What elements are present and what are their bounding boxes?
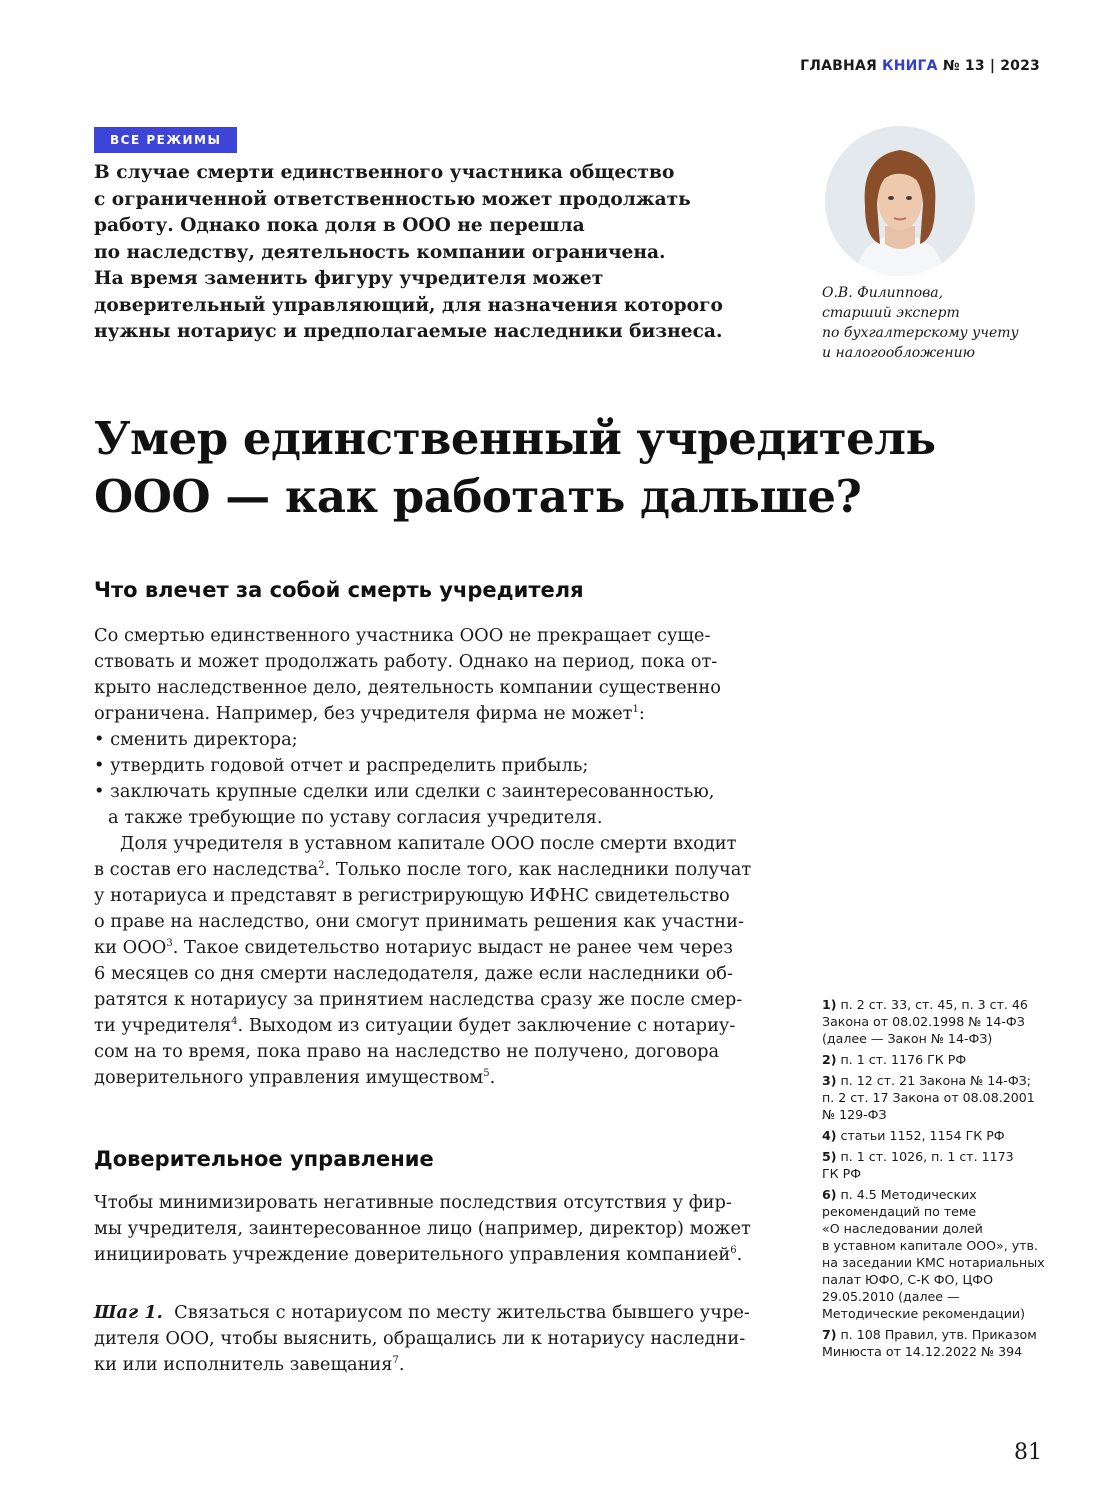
footnote-line: п. 2 ст. 17 Закона от 08.08.2001 <box>822 1090 1035 1105</box>
footnote-text: п. 1 ст. 1176 ГК РФ <box>836 1052 967 1067</box>
text-fragment: ки ООО <box>94 937 167 958</box>
magazine-masthead <box>800 58 1040 74</box>
footnote-ref-5: 5 <box>483 1068 490 1080</box>
footnote-line: ГК РФ <box>822 1166 862 1181</box>
footnote-line <box>822 1326 1062 1343</box>
title-line: Умер единственный учредитель <box>94 412 936 465</box>
lead-line: доверительный управляющий, для назначения которого <box>94 294 723 316</box>
footnote-line <box>822 1072 1062 1089</box>
author-portrait-illustration <box>825 126 975 276</box>
text-fragment: . Только после того, как наследники получат <box>324 859 752 880</box>
footnote-ref-1: 1 <box>632 704 639 716</box>
footnote-number: 5) <box>822 1149 837 1164</box>
footnote-number: 1) <box>822 997 837 1012</box>
footnotes <box>822 996 1062 1364</box>
footnote-ref-4: 4 <box>231 1016 238 1028</box>
author-caption <box>822 283 1052 363</box>
footnote-line: «О наследовании долей <box>822 1221 983 1236</box>
footnote-line: (далее — Закон № 14-ФЗ) <box>822 1031 993 1046</box>
footnote-line <box>822 1051 1062 1068</box>
masthead-issue: № 13 | 2023 <box>937 58 1040 74</box>
text-fragment: . Такое свидетельство нотариус выдаст не ранее чем через <box>172 937 733 958</box>
footnote-number: 2) <box>822 1052 837 1067</box>
text-fragment: доверительного управления имуществом <box>94 1067 484 1088</box>
footnote-6 <box>822 1186 1062 1322</box>
text-line: Доля учредителя в уставном капитале ООО после смерти входит <box>120 833 737 854</box>
footnote-line: Минюста от 14.12.2022 № 394 <box>822 1344 1023 1359</box>
bullet-item-continuation: а также требующие по уставу согласия учредителя. <box>108 807 603 828</box>
text-line: ратятся к нотариусу за принятием наследства сразу же после смер- <box>94 989 743 1010</box>
footnote-line <box>822 996 1062 1013</box>
text-fragment: . <box>398 1354 405 1375</box>
footnote-text: статьи 1152, 1154 ГК РФ <box>836 1128 1005 1143</box>
text-line: о праве на наследство, они смогут принимать решения как участни- <box>94 911 745 932</box>
title-line: ООО — как работать дальше? <box>94 470 862 523</box>
text-fragment: ки или исполнитель завещания <box>94 1354 393 1375</box>
text-line: ствовать и может продолжать работу. Однако на период, пока от- <box>94 651 718 672</box>
footnote-number: 6) <box>822 1187 837 1202</box>
text-fragment: ограничена. Например, без учредителя фирма не может <box>94 703 633 724</box>
text-line <box>94 1065 784 1091</box>
step-label: Шаг 1. <box>94 1302 163 1323</box>
footnote-line: в уставном капитале ООО», утв. <box>822 1238 1038 1253</box>
bullet-item: • сменить директора; <box>94 729 298 750</box>
text-fragment: . <box>489 1067 496 1088</box>
lead-line: с ограниченной ответственностью может продолжать <box>94 188 691 210</box>
section-heading-trust-management: Доверительное управление <box>94 1147 434 1171</box>
footnote-4 <box>822 1127 1062 1144</box>
footnote-line: 29.05.2010 (далее — <box>822 1289 960 1304</box>
text-line: Чтобы минимизировать негативные последствия отсутствия у фир- <box>94 1192 732 1213</box>
page-number: 81 <box>1014 1440 1042 1465</box>
footnote-ref-2: 2 <box>318 860 325 872</box>
text-line <box>94 1352 784 1378</box>
text-line: 6 месяцев со дня смерти наследодателя, даже если наследники об- <box>94 963 734 984</box>
footnote-text: п. 4.5 Методических <box>836 1187 977 1202</box>
author-role-line: старший эксперт <box>822 305 960 321</box>
footnote-line: Закона от 08.02.1998 № 14-ФЗ <box>822 1014 1025 1029</box>
text-line: крыто наследственное дело, деятельность компании существенно <box>94 677 721 698</box>
section2-body <box>94 1190 784 1268</box>
author-role-line: и налогообложению <box>822 345 975 361</box>
footnote-text: п. 108 Правил, утв. Приказом <box>836 1327 1037 1342</box>
tax-mode-badge: ВСЕ РЕЖИМЫ <box>94 127 237 153</box>
text-line: Со смертью единственного участника ООО не прекращает суще- <box>94 625 711 646</box>
bullet-item: • утвердить годовой отчет и распределить прибыль; <box>94 755 589 776</box>
text-line: дителя ООО, чтобы выяснить, обращались ли к нотариусу наследни- <box>94 1328 746 1349</box>
footnote-text: п. 12 ст. 21 Закона № 14-ФЗ; <box>836 1073 1031 1088</box>
footnote-line: рекомендаций по теме <box>822 1204 977 1219</box>
text-line <box>94 1242 784 1268</box>
masthead-title: ГЛАВНАЯ <box>800 58 883 74</box>
text-fragment: инициировать учреждение доверительного управления компанией <box>94 1244 731 1265</box>
footnote-line: на заседании КМС нотариальных <box>822 1255 1045 1270</box>
footnote-line <box>822 1148 1062 1165</box>
footnote-5 <box>822 1148 1062 1182</box>
text-line <box>94 1300 784 1326</box>
lead-paragraph <box>94 160 774 346</box>
section1-body <box>94 623 784 1091</box>
footnote-line: палат ЮФО, С-К ФО, ЦФО <box>822 1272 993 1287</box>
footnote-text: п. 2 ст. 33, ст. 45, п. 3 ст. 46 <box>836 997 1028 1012</box>
footnote-2 <box>822 1051 1062 1068</box>
lead-line: по наследству, деятельность компании ограничена. <box>94 241 666 263</box>
article-title <box>94 410 936 526</box>
footnote-ref-6: 6 <box>730 1245 737 1257</box>
step-1-paragraph <box>94 1300 784 1378</box>
footnote-number: 3) <box>822 1073 837 1088</box>
bullet-item: • заключать крупные сделки или сделки с заинтересованностью, <box>94 781 715 802</box>
text-line <box>94 1013 784 1039</box>
section-heading-consequences: Что влечет за собой смерть учредителя <box>94 578 584 602</box>
footnote-line: № 129-ФЗ <box>822 1107 887 1122</box>
footnote-1 <box>822 996 1062 1047</box>
footnote-number: 7) <box>822 1327 837 1342</box>
author-photo <box>825 126 975 276</box>
text-line: мы учредителя, заинтересованное лицо (например, директор) может <box>94 1218 751 1239</box>
author-role-line: по бухгалтерскому учету <box>822 325 1019 341</box>
text-fragment: в состав его наследства <box>94 859 319 880</box>
footnote-text: п. 1 ст. 1026, п. 1 ст. 1173 <box>836 1149 1014 1164</box>
lead-line: На время заменить фигуру учредителя может <box>94 268 604 289</box>
text-fragment: ти учредителя <box>94 1015 232 1036</box>
lead-line: В случае смерти единственного участника общество <box>94 162 675 183</box>
footnote-3 <box>822 1072 1062 1123</box>
footnote-ref-3: 3 <box>166 938 173 950</box>
text-fragment: . <box>736 1244 743 1265</box>
text-fragment: Связаться с нотариусом по месту жительства бывшего учре- <box>162 1302 750 1323</box>
text-line <box>94 935 784 961</box>
masthead-accent: КНИГА <box>882 58 938 74</box>
text-fragment: . Выходом из ситуации будет заключение с нотариу- <box>237 1015 736 1036</box>
text-line <box>94 701 784 727</box>
footnote-7 <box>822 1326 1062 1360</box>
lead-line: нужны нотариус и предполагаемые наследники бизнеса. <box>94 321 723 342</box>
author-name: О.В. Филиппова, <box>822 285 944 301</box>
lead-line: работу. Однако пока доля в ООО не перешла <box>94 215 585 236</box>
footnote-number: 4) <box>822 1128 837 1143</box>
footnote-line: Методические рекомендации) <box>822 1306 1026 1321</box>
footnote-ref-7: 7 <box>392 1355 399 1367</box>
footnote-line <box>822 1186 1062 1203</box>
text-line: у нотариуса и представят в регистрирующую ИФНС свидетельство <box>94 885 730 906</box>
text-line <box>94 857 784 883</box>
text-line: сом на то время, пока право на наследство не получено, договора <box>94 1041 720 1062</box>
text-fragment: : <box>638 703 645 724</box>
footnote-line <box>822 1127 1062 1144</box>
